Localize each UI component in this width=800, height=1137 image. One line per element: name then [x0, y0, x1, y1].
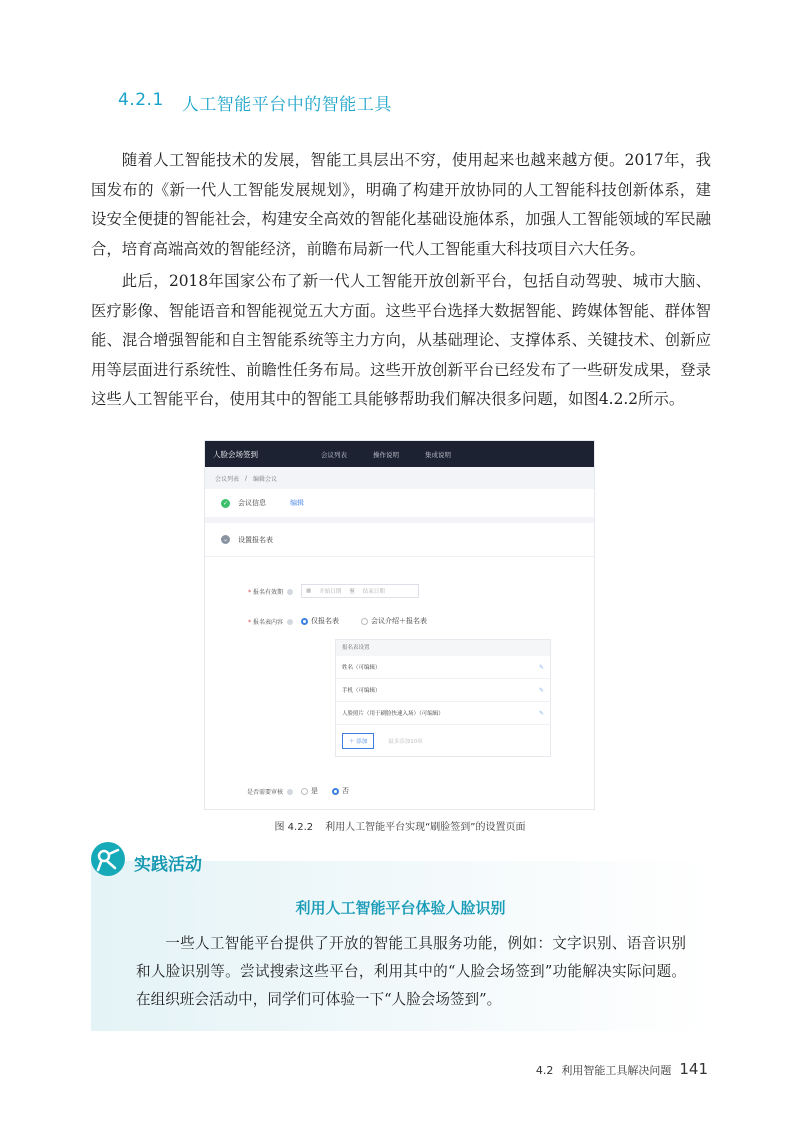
meeting-info-label: 会议信息 [238, 499, 266, 507]
form-content-row [205, 616, 427, 626]
section-title: 人工智能平台中的智能工具 [181, 95, 392, 115]
breadcrumb [205, 467, 594, 489]
app-nav [321, 450, 451, 459]
radio-no[interactable]: 否 [332, 786, 349, 796]
section-heading [118, 90, 392, 115]
chevron-down-icon: ⌄ [222, 536, 229, 543]
edit-icon[interactable]: ✎ [538, 686, 544, 694]
figure-caption [200, 818, 600, 833]
paragraph-1 [91, 146, 711, 264]
meeting-info-row [205, 489, 594, 523]
edit-icon[interactable]: ✎ [538, 709, 544, 717]
figure-screenshot [204, 440, 595, 810]
date-range-input[interactable] [301, 584, 419, 598]
signup-period-label: * 报名有效期 [205, 587, 293, 596]
check-icon: ✓ [222, 499, 229, 507]
section-number: 4.2.1 [118, 90, 164, 110]
paragraph-2 [91, 267, 711, 415]
signup-period-row [205, 584, 419, 598]
paragraph-text: 随着人工智能技术的发展，智能工具层出不穷，使用起来也越来越方便。2017年，我国发布的《新一代人工智能发展规划》，明确了构建开放协同的人工智能科技创新体系，建设安全便捷的智能社会，构建安全高效的智能化基础设施体系，加强人工智能领域的军民融合，培育高端高效的智能经济，前瞻布局新一代人工智能重大科技项目六大任务。 [91, 151, 711, 258]
date-end: 结束日期 [362, 589, 385, 595]
nav-integration[interactable]: 集成说明 [425, 450, 451, 459]
config-head: 报名表设置 [336, 640, 550, 656]
running-footer [536, 1060, 708, 1078]
date-separator: 至 [349, 589, 355, 595]
activity-body: 一些人工智能平台提供了开放的智能工具服务功能，例如：文字识别、语音识别和人脸识别等。尝试搜索这些平台，利用其中的“人脸会场签到”功能解决实际问题。在组织班会活动中，同学们可体验一下“人脸会场签到”。 [136, 935, 686, 1008]
signup-row [205, 523, 594, 557]
paragraph-text: 此后，2018年国家公布了新一代人工智能开放创新平台，包括自动驾驶、城市大脑、医疗影像、智能语音和智能视觉五大方面。这些平台选择大数据智能、跨媒体智能、群体智能、混合增强智能和自主智能系统等主力方向，从基础理论、支撑体系、关键技术、创新应用等层面进行系统性、前瞻性任务布局。这些开放创新平台已经发布了一些研发成果，登录这些人工智能平台，使用其中的智能工具能够帮助我们解决很多问题，如图4.2.2所示。 [91, 272, 711, 408]
activity-title: 利用人工智能平台体验人脸识别 [295, 899, 506, 917]
nav-instructions[interactable]: 操作说明 [373, 450, 399, 459]
radio-intro-form[interactable]: 会议介绍＋报名表 [361, 616, 427, 626]
radio-yes[interactable]: 是 [301, 786, 318, 796]
page-number: 141 [679, 1060, 708, 1078]
form-content-label: * 报名表内容 [205, 617, 293, 626]
form-config-panel [335, 639, 551, 757]
app-title: 人脸会场签到 [213, 449, 258, 459]
review-label: 是否需要审核 [205, 787, 293, 796]
footer-section: 4.2 [535, 1064, 554, 1077]
calendar-icon: ▦ [306, 588, 312, 594]
review-row [205, 786, 349, 796]
date-start: 开始日期 [319, 589, 342, 595]
config-actions [336, 725, 550, 757]
edit-icon[interactable]: ✎ [538, 663, 544, 671]
activity-label: 实践活动 [134, 855, 202, 875]
config-item: 姓名（可编辑） ✎ [336, 656, 550, 679]
config-item: 手机（可编辑） ✎ [336, 679, 550, 702]
radio-only-form[interactable]: 仅报名表 [301, 616, 339, 626]
signup-label: 设置报名表 [238, 535, 273, 544]
config-item: 人脸照片（用于刷脸快速入场）（可编辑） ✎ [336, 702, 550, 725]
activity-icon [91, 842, 125, 876]
nav-meeting-list[interactable]: 会议列表 [321, 450, 347, 459]
breadcrumb-current: 编辑会议 [253, 475, 278, 483]
figure-number: 图 4.2.2 [274, 822, 314, 833]
max-hint: 最多添加10项 [388, 739, 423, 745]
breadcrumb-meeting-list[interactable]: 会议列表 [215, 475, 240, 483]
add-button[interactable]: ＋ 添加 [342, 733, 374, 749]
figure-caption-text: 利用人工智能平台实现“刷脸签到”的设置页面 [325, 822, 526, 833]
breadcrumb-separator: / [245, 474, 248, 482]
app-topbar [205, 441, 594, 467]
edit-link[interactable]: 编辑 [290, 499, 304, 507]
footer-title: 利用智能工具解决问题 [561, 1064, 672, 1077]
